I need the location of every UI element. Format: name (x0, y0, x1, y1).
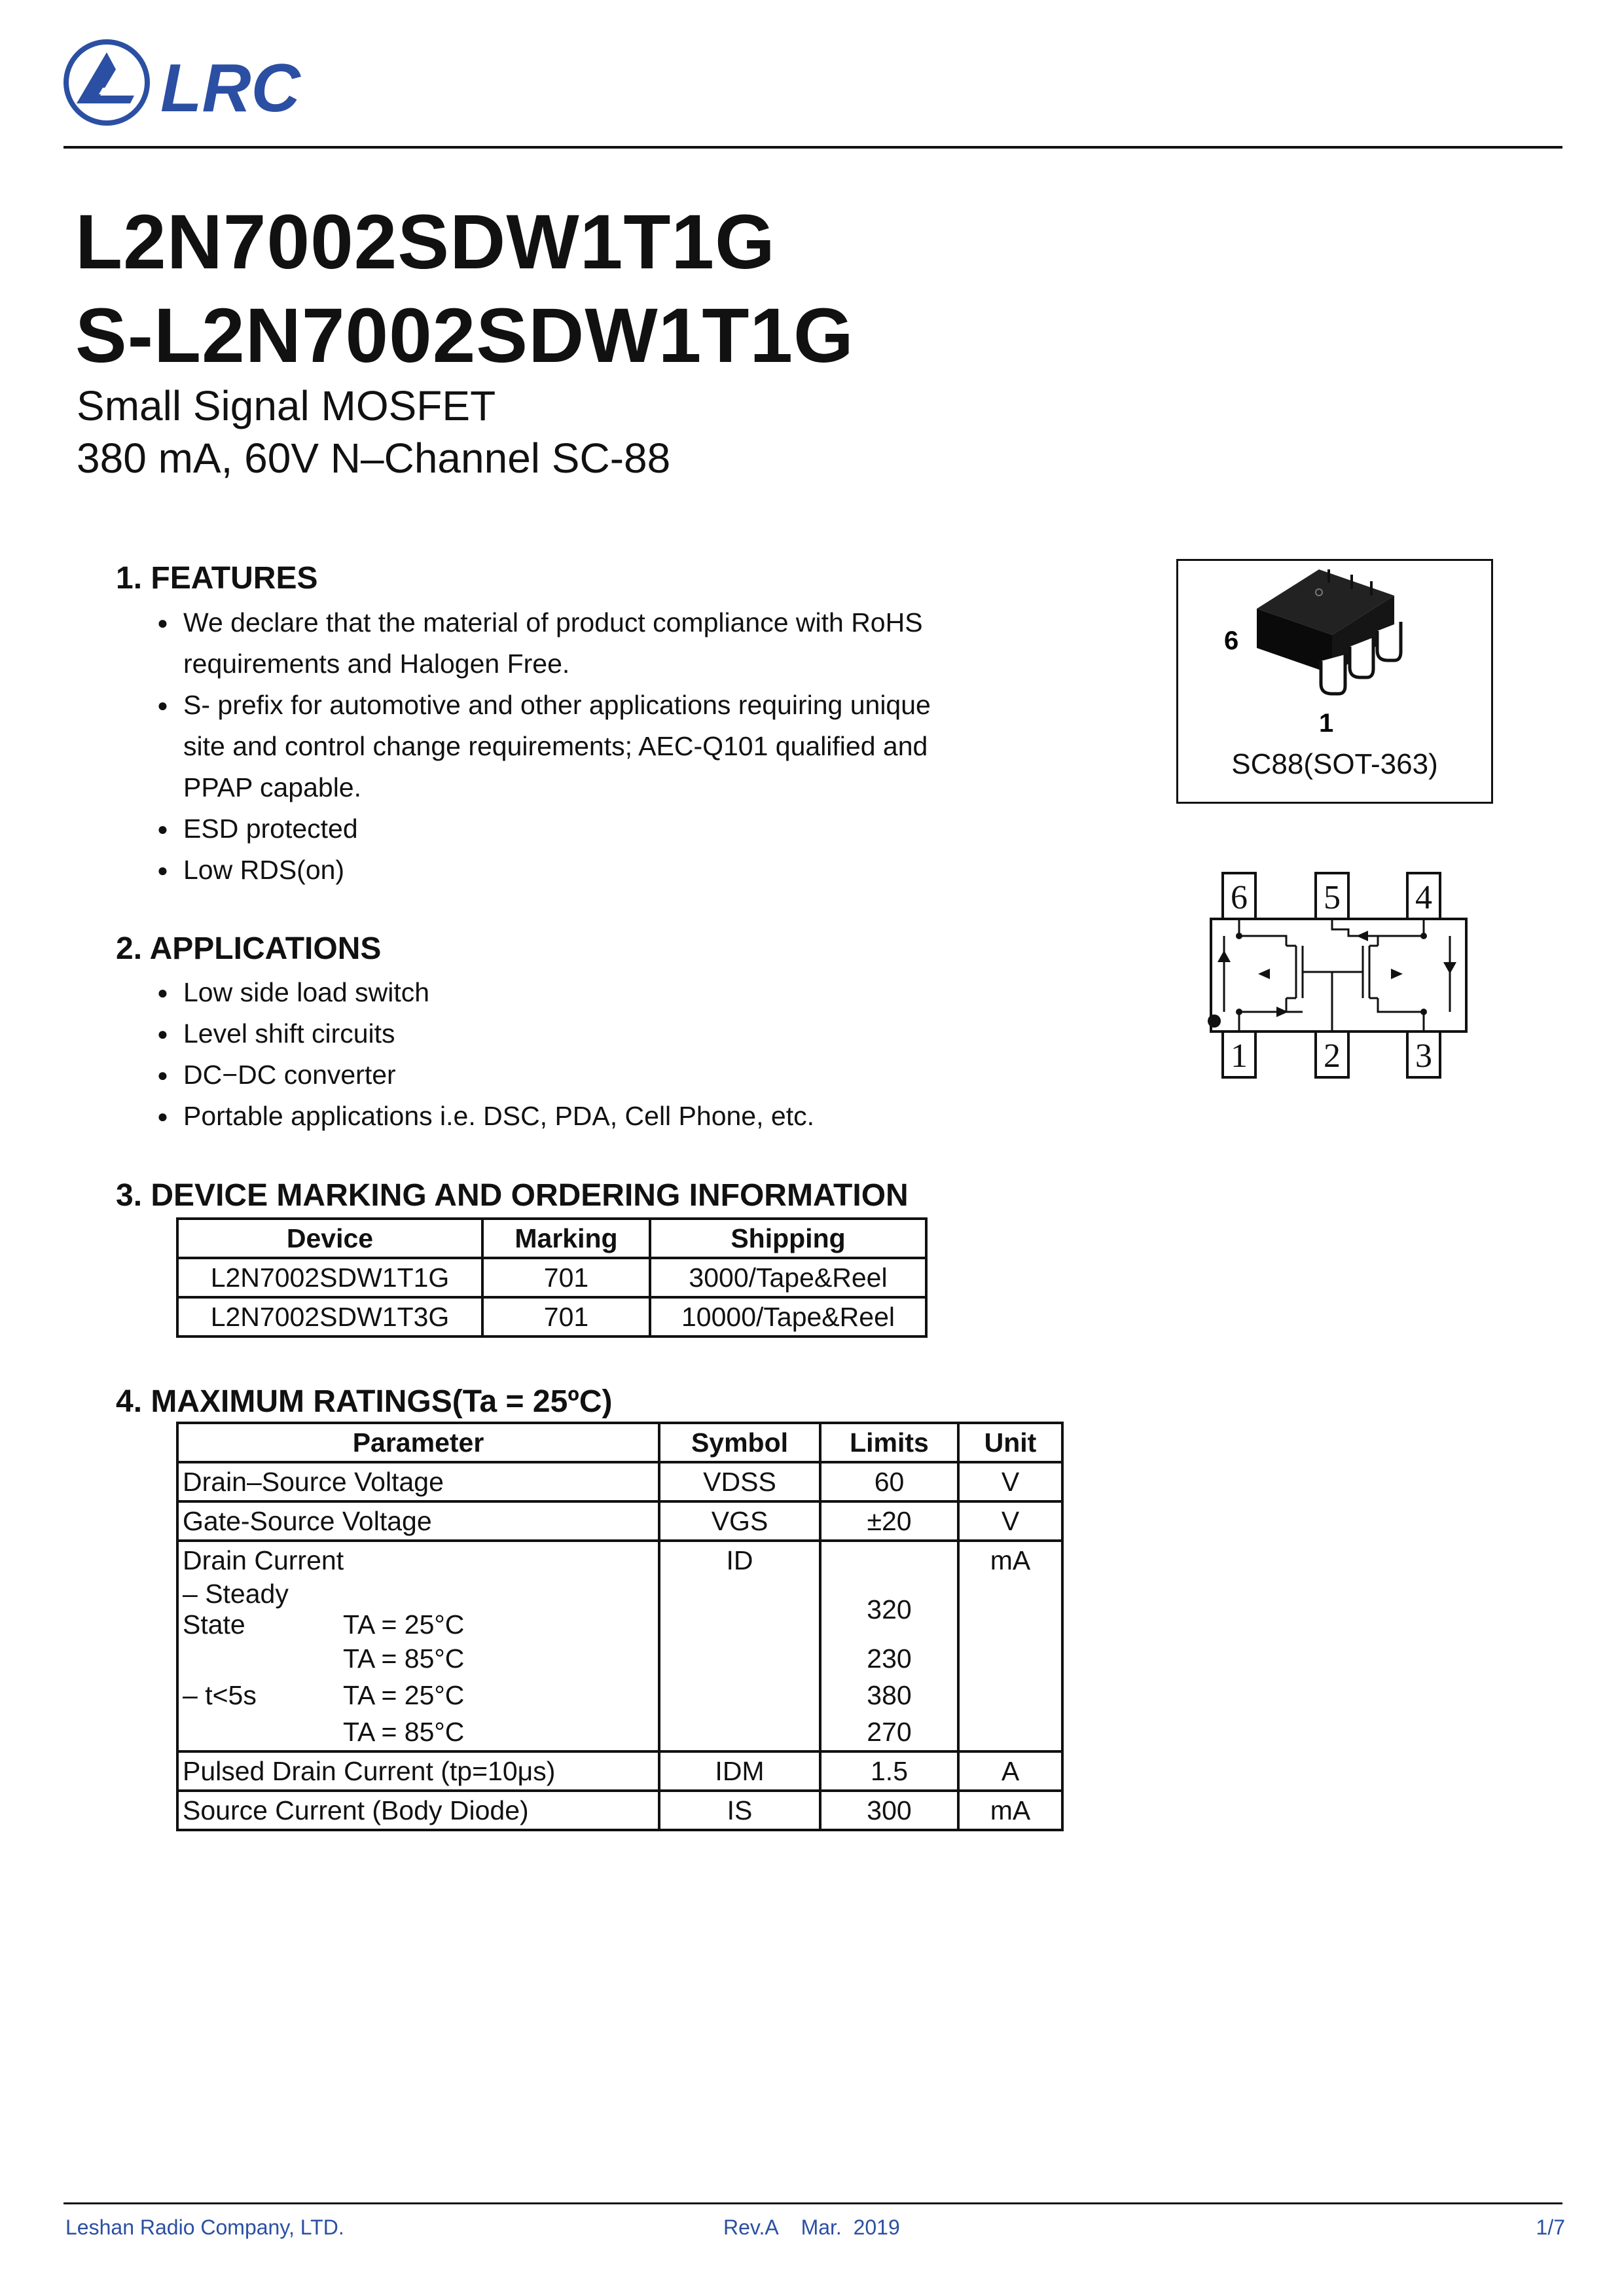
application-text: Portable applications i.e. DSC, PDA, Cell Phone, etc. (183, 1101, 814, 1131)
temperature-label: TA = 25°C (343, 1679, 465, 1710)
table-cell: Gate-Source Voltage (177, 1501, 659, 1541)
list-item (157, 685, 943, 808)
table-cell: ID (659, 1541, 820, 1579)
table-cell: L2N7002SDW1T3G (177, 1297, 482, 1336)
table-row (177, 1579, 1062, 1640)
column-header: Symbol (659, 1423, 820, 1462)
table-cell (659, 1713, 820, 1751)
footer-company: Leshan Radio Company, LTD. (65, 2215, 344, 2239)
table-row (177, 1677, 1062, 1713)
column-header: Marking (482, 1219, 650, 1258)
table-cell: 3000/Tape&Reel (650, 1258, 926, 1297)
device-rating-subtitle: 380 mA, 60V N–Channel SC-88 (77, 435, 671, 482)
logo-text: LRC (160, 50, 300, 126)
footer-divider (63, 2202, 1562, 2204)
table-cell: VGS (659, 1501, 820, 1541)
applications-heading: 2. APPLICATIONS (116, 931, 382, 966)
table-row (177, 1462, 1062, 1501)
table-cell (820, 1541, 958, 1579)
schematic-pin-1: 1 (1231, 1037, 1248, 1075)
table-cell (659, 1579, 820, 1640)
schematic-pin-2: 2 (1324, 1037, 1341, 1075)
table-cell (177, 1677, 659, 1713)
table-row (177, 1791, 1062, 1830)
sc88-package-icon (1204, 569, 1466, 746)
temperature-label: TA = 85°C (343, 1716, 465, 1747)
package-pin6-label: 6 (1224, 626, 1239, 655)
list-item (157, 1013, 1008, 1054)
max-ratings-table (176, 1422, 1064, 1831)
schematic-pin-3: 3 (1415, 1037, 1432, 1075)
feature-text: We declare that the material of product compliance with RoHS requirements and Halogen Free. (183, 607, 923, 679)
max-ratings-heading: 4. MAXIMUM RATINGS(Ta = 25ºC) (116, 1384, 613, 1419)
header-divider (63, 146, 1562, 149)
table-cell (659, 1640, 820, 1677)
condition-label: – Steady State (183, 1579, 289, 1640)
table-cell: ±20 (820, 1501, 958, 1541)
table-cell (177, 1579, 659, 1640)
feature-text: Low RDS(on) (183, 855, 345, 885)
table-cell: 270 (820, 1713, 958, 1751)
table-cell: Pulsed Drain Current (tp=10μs) (177, 1751, 659, 1791)
list-item (157, 1096, 1008, 1137)
dual-mosfet-schematic (1198, 864, 1473, 1086)
list-item (157, 1054, 1008, 1096)
feature-text: S- prefix for automotive and other applications requiring unique site and control change requirements; AEC-Q101 qualified and PPAP capable. (183, 690, 931, 802)
table-row (177, 1258, 926, 1297)
features-heading: 1. FEATURES (116, 561, 318, 596)
table-cell: 60 (820, 1462, 958, 1501)
table-cell: 10000/Tape&Reel (650, 1297, 926, 1336)
table-cell: Drain–Source Voltage (177, 1462, 659, 1501)
company-logo (62, 38, 337, 130)
table-row (177, 1297, 926, 1336)
temperature-label: TA = 85°C (343, 1643, 465, 1674)
column-header: Unit (958, 1423, 1062, 1462)
table-cell: L2N7002SDW1T1G (177, 1258, 482, 1297)
features-list (157, 602, 943, 891)
table-cell (958, 1640, 1062, 1677)
table-cell: Drain Current (177, 1541, 659, 1579)
part-number-title-automotive: S-L2N7002SDW1T1G (75, 293, 854, 379)
table-cell: 300 (820, 1791, 958, 1830)
column-header: Shipping (650, 1219, 926, 1258)
table-cell: 701 (482, 1297, 650, 1336)
table-row (177, 1713, 1062, 1751)
ordering-heading: 3. DEVICE MARKING AND ORDERING INFORMATION (116, 1178, 909, 1213)
table-cell: mA (958, 1541, 1062, 1579)
part-number-title: L2N7002SDW1T1G (75, 199, 776, 285)
schematic-pin-5: 5 (1324, 879, 1341, 916)
temperature-label: TA = 25°C (343, 1609, 465, 1640)
footer-page-number: 1/7 (1536, 2215, 1565, 2239)
list-item (157, 602, 943, 685)
list-item (157, 850, 943, 891)
table-cell: 1.5 (820, 1751, 958, 1791)
lrc-logo-icon (62, 38, 337, 130)
table-header-row (177, 1219, 926, 1258)
ordering-table (176, 1217, 928, 1338)
table-row (177, 1541, 1062, 1579)
table-cell (659, 1677, 820, 1713)
footer-revision: Rev.A Mar. 2019 (723, 2215, 900, 2239)
table-cell: VDSS (659, 1462, 820, 1501)
schematic-pin-6: 6 (1231, 879, 1248, 916)
table-cell (177, 1713, 659, 1751)
table-row (177, 1640, 1062, 1677)
column-header: Limits (820, 1423, 958, 1462)
table-row (177, 1501, 1062, 1541)
table-cell: IDM (659, 1751, 820, 1791)
application-text: Level shift circuits (183, 1018, 395, 1049)
table-cell (958, 1713, 1062, 1751)
table-cell: 230 (820, 1640, 958, 1677)
table-cell: 380 (820, 1677, 958, 1713)
table-header-row (177, 1423, 1062, 1462)
column-header: Device (177, 1219, 482, 1258)
package-caption: SC88(SOT-363) (1231, 748, 1438, 780)
application-text: Low side load switch (183, 977, 430, 1007)
schematic-pin-4: 4 (1415, 879, 1432, 916)
table-cell: A (958, 1751, 1062, 1791)
column-header: Parameter (177, 1423, 659, 1462)
table-cell: mA (958, 1791, 1062, 1830)
table-cell (958, 1579, 1062, 1640)
feature-text: ESD protected (183, 814, 358, 844)
table-cell: V (958, 1462, 1062, 1501)
table-cell: V (958, 1501, 1062, 1541)
table-cell: Source Current (Body Diode) (177, 1791, 659, 1830)
package-pin1-label: 1 (1319, 709, 1334, 738)
table-cell (177, 1640, 659, 1677)
table-cell: IS (659, 1791, 820, 1830)
condition-label: – t<5s (183, 1679, 257, 1710)
list-item (157, 972, 1008, 1013)
table-cell (958, 1677, 1062, 1713)
list-item (157, 808, 943, 850)
table-row (177, 1751, 1062, 1791)
device-subtitle: Small Signal MOSFET (77, 382, 496, 429)
applications-list (157, 972, 1008, 1137)
application-text: DC−DC converter (183, 1060, 396, 1090)
table-cell: 701 (482, 1258, 650, 1297)
table-cell: 320 (820, 1579, 958, 1640)
